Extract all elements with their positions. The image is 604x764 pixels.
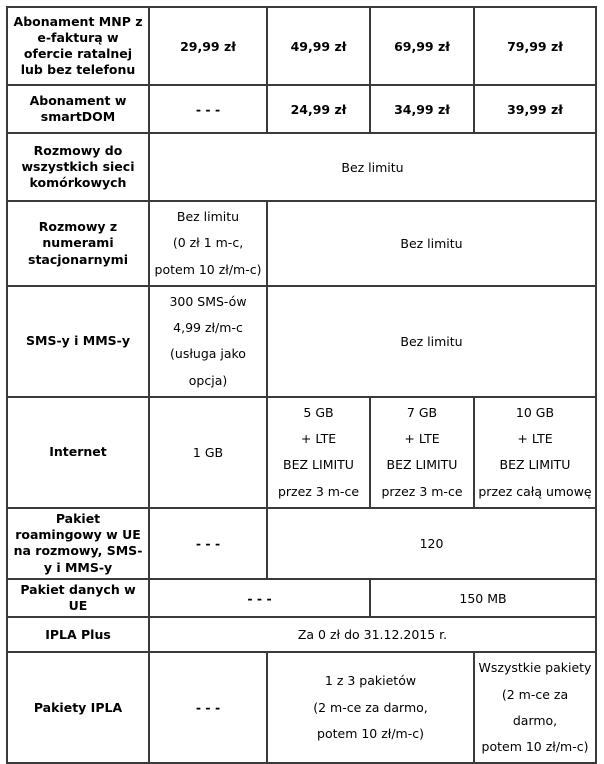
table-row-ipla-plus	[7, 617, 596, 652]
value-line: 10 GB	[515, 404, 555, 420]
value-line: 5 GB	[303, 404, 334, 420]
price-cell: 34,99 zł	[370, 85, 474, 133]
value-cell	[474, 397, 596, 508]
value-line: BEZ LIMITU	[283, 457, 354, 473]
price-cell: 49,99 zł	[267, 7, 370, 85]
table-row-internet	[7, 397, 596, 508]
table-row-rozmowy-stacjonarne	[7, 201, 596, 286]
row-label: Internet	[7, 397, 149, 508]
value-line: potem 10 zł/m-c)	[154, 261, 262, 277]
value-line: (2 m-ce za darmo,	[501, 686, 569, 728]
value-line: przez 3 m-ce	[381, 483, 463, 499]
row-label: Pakiet danych w UE	[7, 579, 149, 618]
value-cell	[149, 286, 267, 397]
value-line: Wszystkie pakiety	[478, 660, 592, 676]
row-label: Abonament w smartDOM	[7, 85, 149, 133]
table-row-rozmowy-komorkowe	[7, 133, 596, 201]
price-cell: 24,99 zł	[267, 85, 370, 133]
value-line: 300 SMS-ów	[169, 293, 247, 309]
table-row-pakiety-ipla	[7, 652, 596, 763]
value-cell: Bez limitu	[267, 286, 596, 397]
row-label: SMS-y i MMS-y	[7, 286, 149, 397]
value-line: 4,99 zł/m-c	[173, 320, 243, 335]
row-label: Pakiet roamingowy w UE na rozmowy, SMS-y i MMS-y	[7, 508, 149, 579]
value-cell: 150 MB	[370, 579, 596, 618]
value-line: Bez limitu	[176, 209, 240, 224]
table-row-abonament-smartdom	[7, 85, 596, 133]
value-line: BEZ LIMITU	[499, 457, 571, 473]
value-cell: Za 0 zł do 31.12.2015 r.	[149, 617, 596, 652]
value-line: + LTE	[517, 431, 553, 446]
value-line: potem 10 zł/m-c)	[481, 739, 589, 754]
row-label: Pakiety IPLA	[7, 652, 149, 763]
value-line: przez całą umowę	[478, 483, 592, 499]
value-cell: 1 GB	[149, 397, 267, 508]
price-cell: 69,99 zł	[370, 7, 474, 85]
value-line: + LTE	[300, 431, 337, 446]
value-cell: - - -	[149, 579, 370, 618]
value-line: + LTE	[404, 431, 440, 446]
value-line: 1 z 3 pakietów	[324, 673, 417, 689]
value-cell	[267, 652, 474, 763]
value-line: (2 m-ce za darmo,	[313, 699, 428, 715]
value-line: BEZ LIMITU	[386, 457, 458, 473]
table-row-pakiet-danych-ue	[7, 579, 596, 618]
value-cell: - - -	[149, 652, 267, 763]
value-cell: 120	[267, 508, 596, 579]
value-cell	[474, 652, 596, 763]
row-label: IPLA Plus	[7, 617, 149, 652]
row-label: Rozmowy z numerami stacjonarnymi	[7, 201, 149, 286]
row-label: Abonament MNP z e-fakturą w ofercie ratalnej lub bez telefonu	[7, 7, 149, 85]
price-cell: 39,99 zł	[474, 85, 596, 133]
price-cell: - - -	[149, 85, 267, 133]
value-line: potem 10 zł/m-c)	[317, 725, 424, 741]
value-line: (usługa jako opcja)	[170, 346, 246, 388]
pricing-table	[6, 6, 597, 764]
value-cell: Bez limitu	[267, 201, 596, 286]
value-cell: Bez limitu	[149, 133, 596, 201]
table-row-abonament-mnp	[7, 7, 596, 85]
value-cell	[149, 201, 267, 286]
table-row-pakiet-roamingowy	[7, 508, 596, 579]
value-cell	[267, 397, 370, 508]
value-cell	[370, 397, 474, 508]
value-cell: - - -	[149, 508, 267, 579]
price-cell: 29,99 zł	[149, 7, 267, 85]
value-line: 7 GB	[406, 404, 438, 420]
price-cell: 79,99 zł	[474, 7, 596, 85]
value-line: przez 3 m-ce	[277, 483, 360, 499]
table-row-sms-mms	[7, 286, 596, 397]
value-line: (0 zł 1 m-c,	[172, 235, 244, 251]
row-label: Rozmowy do wszystkich sieci komórkowych	[7, 133, 149, 201]
